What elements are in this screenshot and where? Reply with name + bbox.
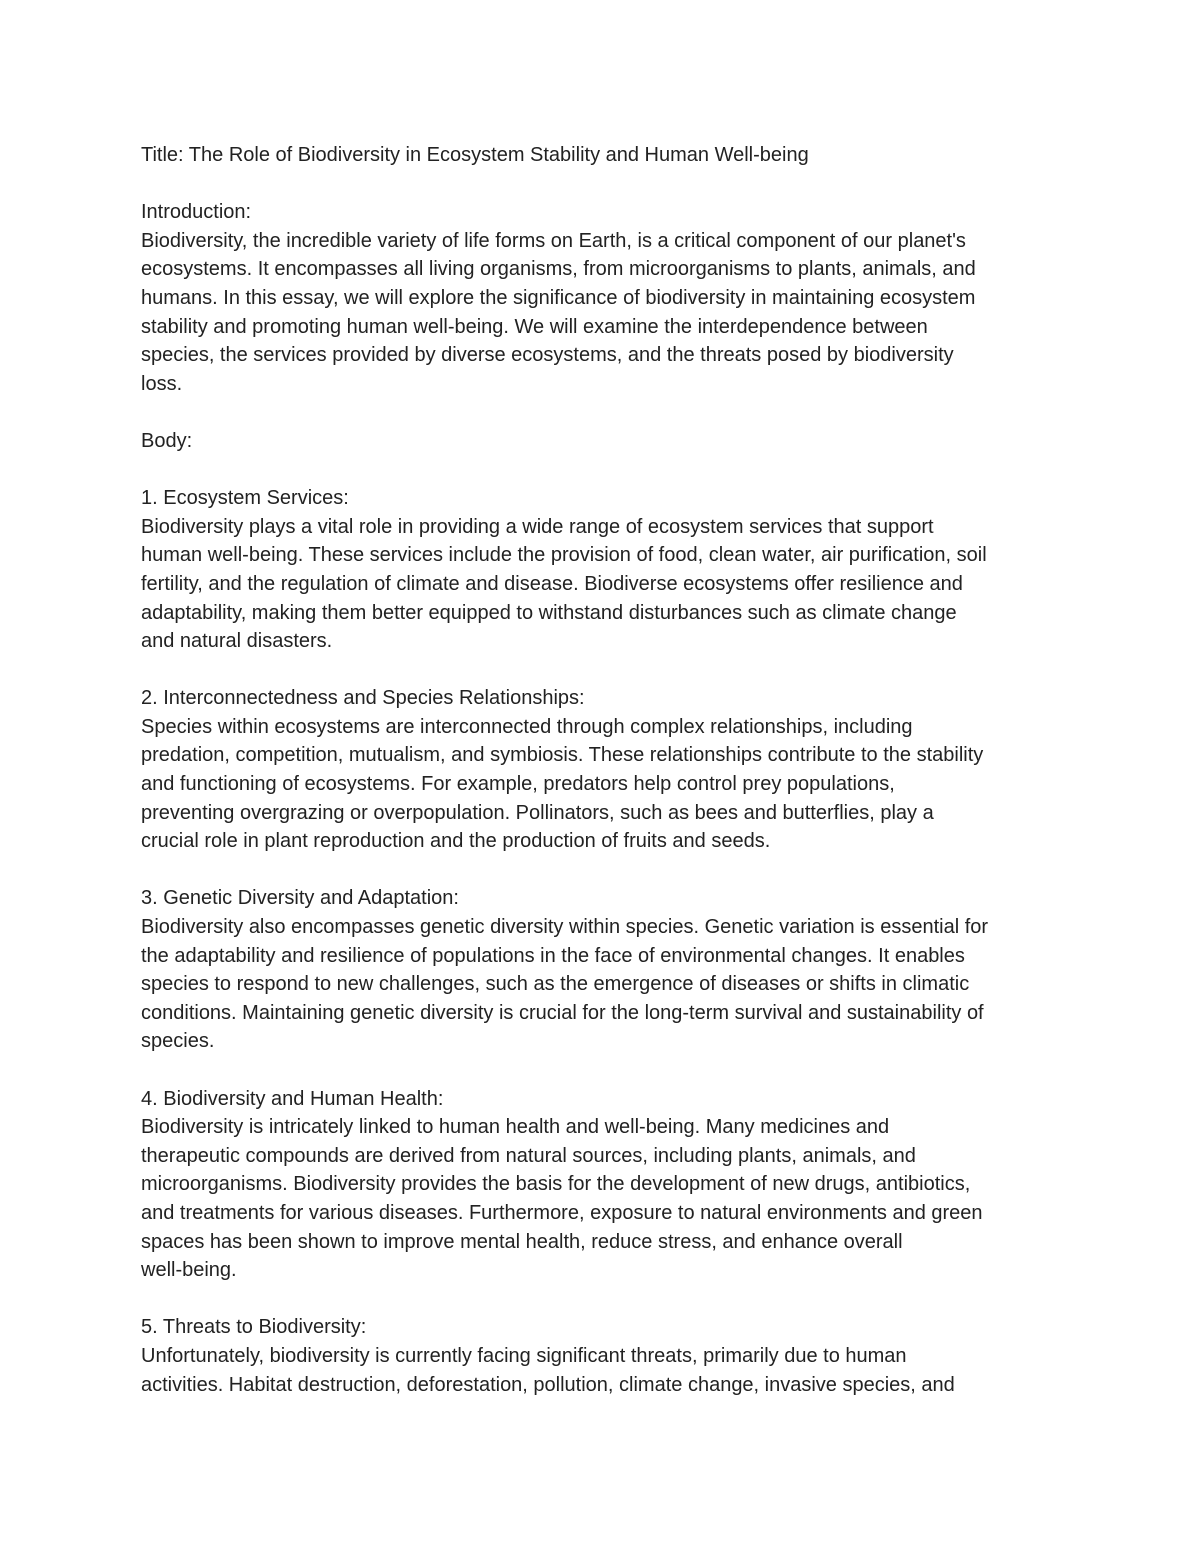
spacer [141, 1056, 1071, 1085]
intro-paragraph [141, 227, 1071, 399]
section-ecosystem-services [141, 484, 1071, 656]
body-heading: Body: [141, 429, 193, 452]
text-line: preventing overgrazing or overpopulation. Pollinators, such as bees and butterflies, play a [141, 801, 934, 824]
text-line: species to respond to new challenges, such as the emergence of diseases or shifts in climatic [141, 973, 970, 996]
section-heading: 5. Threats to Biodiversity: [141, 1316, 367, 1339]
text-line: therapeutic compounds are derived from natural sources, including plants, animals, and [141, 1144, 916, 1167]
text-line: well-being. [141, 1259, 237, 1282]
text-line: adaptability, making them better equipped to withstand disturbances such as climate change [141, 601, 957, 624]
text-line: the adaptability and resilience of populations in the face of environmental changes. It enables [141, 944, 965, 967]
text-line: Biodiversity is intricately linked to human health and well-being. Many medicines and [141, 1116, 890, 1139]
section-interconnectedness [141, 684, 1071, 856]
text-line: predation, competition, mutualism, and symbiosis. These relationships contribute to the stability [141, 744, 984, 767]
text-line: and natural disasters. [141, 630, 333, 653]
document-body [141, 141, 1071, 1399]
section-human-health [141, 1085, 1071, 1285]
section-heading: 1. Ecosystem Services: [141, 487, 349, 510]
text-line: microorganisms. Biodiversity provides the basis for the development of new drugs, antibiotics, [141, 1173, 971, 1196]
text-line: and functioning of ecosystems. For example, predators help control prey populations, [141, 773, 895, 796]
spacer [141, 856, 1071, 885]
text-line: spaces has been shown to improve mental health, reduce stress, and enhance overall [141, 1230, 903, 1253]
intro-heading: Introduction: [141, 201, 252, 224]
spacer [141, 398, 1071, 427]
text-line: loss. [141, 372, 183, 395]
section-genetic-diversity [141, 884, 1071, 1056]
text-line: stability and promoting human well-being. We will examine the interdependence between [141, 315, 928, 338]
text-line: Unfortunately, biodiversity is currently facing significant threats, primarily due to human [141, 1344, 907, 1367]
text-line: species. [141, 1030, 215, 1053]
text-line: activities. Habitat destruction, deforestation, pollution, climate change, invasive species, and [141, 1373, 955, 1396]
spacer [141, 456, 1071, 485]
text-line: Species within ecosystems are interconnected through complex relationships, including [141, 715, 913, 738]
spacer [141, 1285, 1071, 1314]
section-heading: 3. Genetic Diversity and Adaptation: [141, 887, 459, 910]
text-line: humans. In this essay, we will explore the significance of biodiversity in maintaining ecosystem [141, 286, 976, 309]
section-threats [141, 1313, 1071, 1399]
spacer [141, 170, 1071, 199]
text-line: Biodiversity plays a vital role in providing a wide range of ecosystem services that support [141, 515, 934, 538]
text-line: human well-being. These services include the provision of food, clean water, air purification, soil [141, 544, 987, 567]
text-line: species, the services provided by diverse ecosystems, and the threats posed by biodiversity [141, 344, 954, 367]
document-title: Title: The Role of Biodiversity in Ecosystem Stability and Human Well-being [141, 144, 809, 166]
spacer [141, 656, 1071, 685]
text-line: Biodiversity, the incredible variety of life forms on Earth, is a critical component of our planet's [141, 229, 966, 252]
text-line: conditions. Maintaining genetic diversity is crucial for the long-term survival and sustainability of [141, 1001, 984, 1024]
text-line: Biodiversity also encompasses genetic diversity within species. Genetic variation is essential for [141, 916, 989, 939]
text-line: and treatments for various diseases. Furthermore, exposure to natural environments and green [141, 1201, 983, 1224]
text-line: crucial role in plant reproduction and the production of fruits and seeds. [141, 830, 771, 853]
text-line: fertility, and the regulation of climate and disease. Biodiverse ecosystems offer resilience and [141, 572, 963, 595]
section-heading: 2. Interconnectedness and Species Relationships: [141, 687, 585, 710]
section-heading: 4. Biodiversity and Human Health: [141, 1087, 444, 1110]
text-line: ecosystems. It encompasses all living organisms, from microorganisms to plants, animals, and [141, 258, 976, 281]
